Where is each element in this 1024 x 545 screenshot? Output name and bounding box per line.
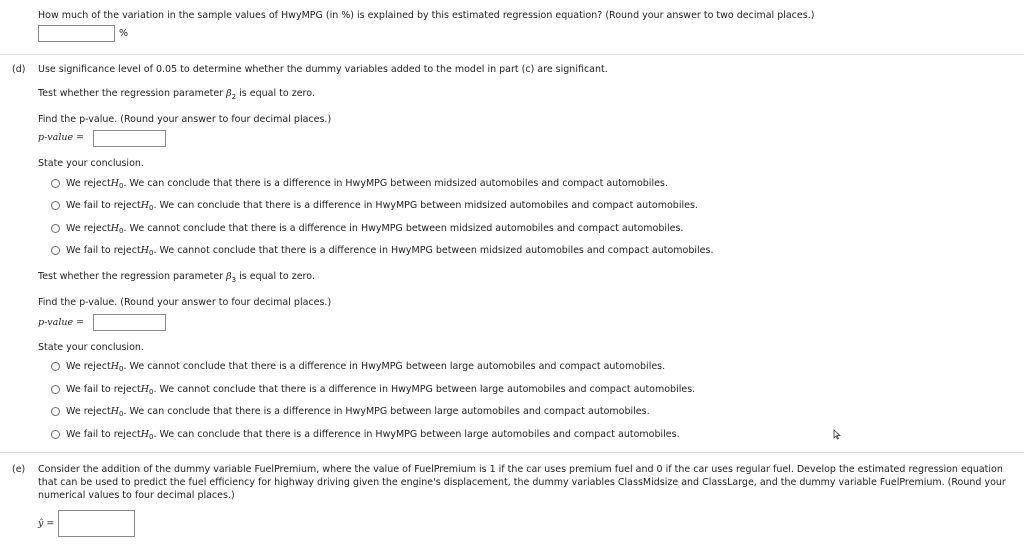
section-divider-e (0, 452, 1024, 453)
state-conclusion-2: State your conclusion. (38, 342, 144, 353)
conclusion-1-option-2[interactable]: We fail to reject H 0 . We can conclude that there is a difference in HwyMPG between midsized automobiles and compact automobiles. (51, 198, 698, 212)
conclusion-1-option-3[interactable]: We reject H 0 . We cannot conclude that there is a difference in HwyMPG between midsized automobiles and compact automobiles. (51, 221, 683, 235)
conclusion-2-option-4[interactable]: We fail to reject H 0 . We can conclude that there is a difference in HwyMPG between large automobiles and compact automobiles. (51, 427, 680, 441)
conclusion-2-option-2[interactable]: We fail to reject H 0 . We cannot conclude that there is a difference in HwyMPG between large automobiles and compact automobiles. (51, 382, 695, 396)
radio-button[interactable] (51, 385, 60, 394)
percent-unit-label: % (119, 28, 129, 39)
yhat-label: ŷ = (38, 518, 55, 529)
part-d-label: (d) (12, 64, 26, 75)
radio-button[interactable] (51, 201, 60, 210)
radio-button[interactable] (51, 246, 60, 255)
mouse-pointer-icon (833, 429, 841, 440)
yhat-equation-input[interactable] (58, 510, 135, 537)
part-e-text: Consider the addition of the dummy variable FuelPremium, where the value of FuelPremium is 1 if the car uses premium fuel and 0 if the car uses regular fuel. Develop the estimated regression equation that can be used to predict the fuel efficiency for highway driving given the engine's displacement, the dummy variables ClassMidsize and ClassLarge, and the dummy variable FuelPremium. (Round your numerical values to four decimal places.) (38, 464, 1006, 501)
conclusion-1-option-1[interactable]: We reject H 0 . We can conclude that there is a difference in HwyMPG between midsized automobiles and compact automobiles. (51, 176, 668, 190)
state-conclusion-1: State your conclusion. (38, 158, 144, 169)
pvalue-input-1[interactable] (93, 130, 166, 147)
radio-button[interactable] (51, 362, 60, 371)
conclusion-1-option-4[interactable]: We fail to reject H 0 . We cannot conclude that there is a difference in HwyMPG between midsized automobiles and compact automobiles. (51, 243, 713, 257)
radio-button[interactable] (51, 430, 60, 439)
pvalue-label-2: p-value = (38, 317, 85, 328)
question-variation-text: How much of the variation in the sample values of HwyMPG (in %) is explained by this estimated regression equation? (Round your answer to two decimal places.) (38, 10, 815, 21)
part-e-label: (e) (12, 464, 26, 475)
test-beta3-text: Test whether the regression parameter $\beta_3$ is equal to zero. (38, 271, 315, 284)
section-divider-d (0, 54, 1024, 55)
pvalue-input-2[interactable] (93, 314, 166, 331)
pvalue-label-1: p-value = (38, 132, 85, 143)
radio-button[interactable] (51, 179, 60, 188)
conclusion-2-option-1[interactable]: We reject H 0 . We cannot conclude that there is a difference in HwyMPG between large automobiles and compact automobiles. (51, 359, 665, 373)
radio-button[interactable] (51, 224, 60, 233)
find-pvalue-text-2: Find the p-value. (Round your answer to four decimal places.) (38, 297, 332, 308)
find-pvalue-text-1: Find the p-value. (Round your answer to four decimal places.) (38, 114, 332, 125)
conclusion-2-option-3[interactable]: We reject H 0 . We can conclude that there is a difference in HwyMPG between large automobiles and compact automobiles. (51, 404, 650, 418)
part-d-intro: Use significance level of 0.05 to determine whether the dummy variables added to the model in part (c) are significant. (38, 64, 608, 75)
variation-percent-input[interactable] (38, 25, 115, 42)
test-beta2-text: Test whether the regression parameter $\beta_2$ is equal to zero. (38, 88, 315, 101)
radio-button[interactable] (51, 407, 60, 416)
